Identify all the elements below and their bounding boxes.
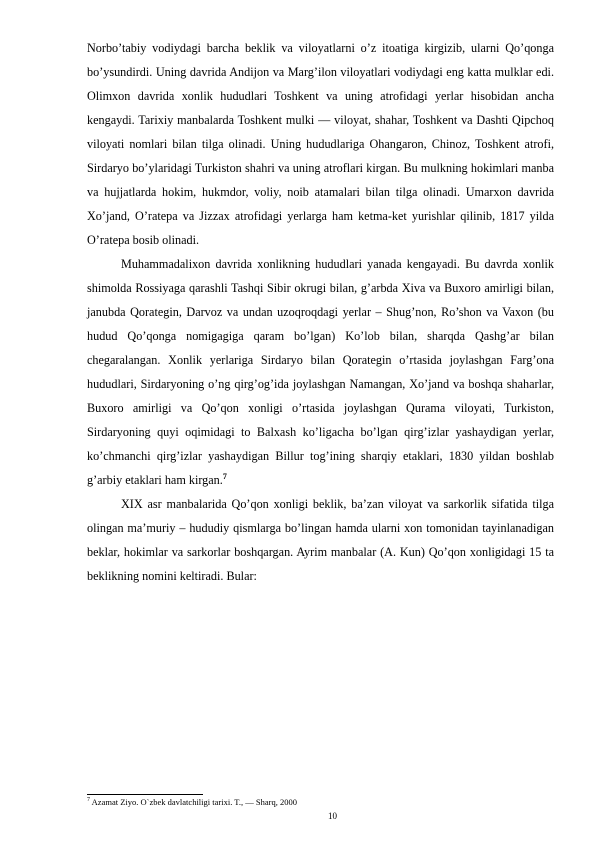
paragraph-2-text: Muhammadalixon davrida xonlikning hududlari yanada kengayadi. Bu davrda xonlik shimolda Rossiyaga qarashli Tashqi Sibir okrugi bilan, g’arbda Xiva va Buxoro amirligi bilan, janubda Qorategin, Darvoz va undan uzoqroqdagi yerlar – Shug’non, Ro’shon va Vaxon (bu hudud Qo’qonga nomigagiga qaram bo’lgan) Ko’lob bilan, sharqda Qashg’ar bilan chegaralangan. Xonlik yerlariga Sirdaryo bilan Qorategin o’rtasida joylashgan Farg’ona hududlari, Sirdaryoning o’ng qirg’og’ida joylashgan Namangan, Xo’jand va boshqa shaharlar, Buxoro amirligi va Qo’qon xonligi o’rtasida joylashgan Qurama viloyati, Turkiston, Sirdaryoning quyi oqimidagi to Balxash ko’ligacha bo’lgan qirg’izlar yashaydigan yerlar, ko’chmanchi qirg’izlar yashaydigan Billur tog’ining sharqiy etaklari, 1830 yildan boshlab g’arbiy etaklari ham kirgan. [87, 257, 554, 487]
page-number: 10 [328, 811, 337, 821]
paragraph-1-text: Norbo’tabiy vodiydagi barcha beklik va viloyatlarni o’z itoatiga kirgizib, ularni Qo’qonga bo’ysundirdi. Uning davrida Andijon va Marg’ilon viloyatlari vodiydagi eng katta mulklar edi. Olimxon davrida xonlik hududlari Toshkent va uning atrofidagi yerlar hisobidan ancha kengaydi. Tarixiy manbalarda Toshkent mulki — viloyat, shahar, Toshkent va Dashti Qipchoq viloyati nomlari bilan tilga olinadi. Uning hududlariga Ohangaron, Chinoz, Toshkent atrofi, Sirdaryo bo’ylaridagi Turkiston shahri va uning atroflari kirgan. Bu mulkning hokimlari manba va hujjatlarda hokim, hukmdor, voliy, noib atamalari bilan tilga olinadi. Umarxon davrida Xo’jand, O’ratepa va Jizzax atrofidagi yerlarga ham ketma-ket yurishlar qilinib, 1817 yilda O’ratepa bosib olinadi. [87, 41, 554, 247]
paragraph-2 [87, 252, 554, 492]
body-text [87, 36, 554, 588]
paragraph-1 [87, 36, 554, 252]
footnote-separator [87, 794, 203, 795]
footnote-marker: 7 [87, 797, 90, 804]
footnote-reference: 7 [222, 471, 227, 481]
paragraph-3 [87, 492, 554, 588]
footnote [87, 797, 297, 808]
footnote-text: Azamat Ziyo. O`zbek davlatchiligi tarixi. T., — Sharq, 2000 [91, 797, 297, 807]
paragraph-3-text: XIX asr manbalarida Qo’qon xonligi beklik, ba’zan viloyat va sarkorlik sifatida tilga olingan ma’muriy – hududiy qismlarga bo’lingan hamda ularni xon tomonidan tayinlanadigan beklar, hokimlar va sarkorlar boshqargan. Ayrim manbalar (A. Kun) Qo’qon xonligidagi 15 ta beklikning nomini keltiradi. Bular: [87, 497, 554, 583]
